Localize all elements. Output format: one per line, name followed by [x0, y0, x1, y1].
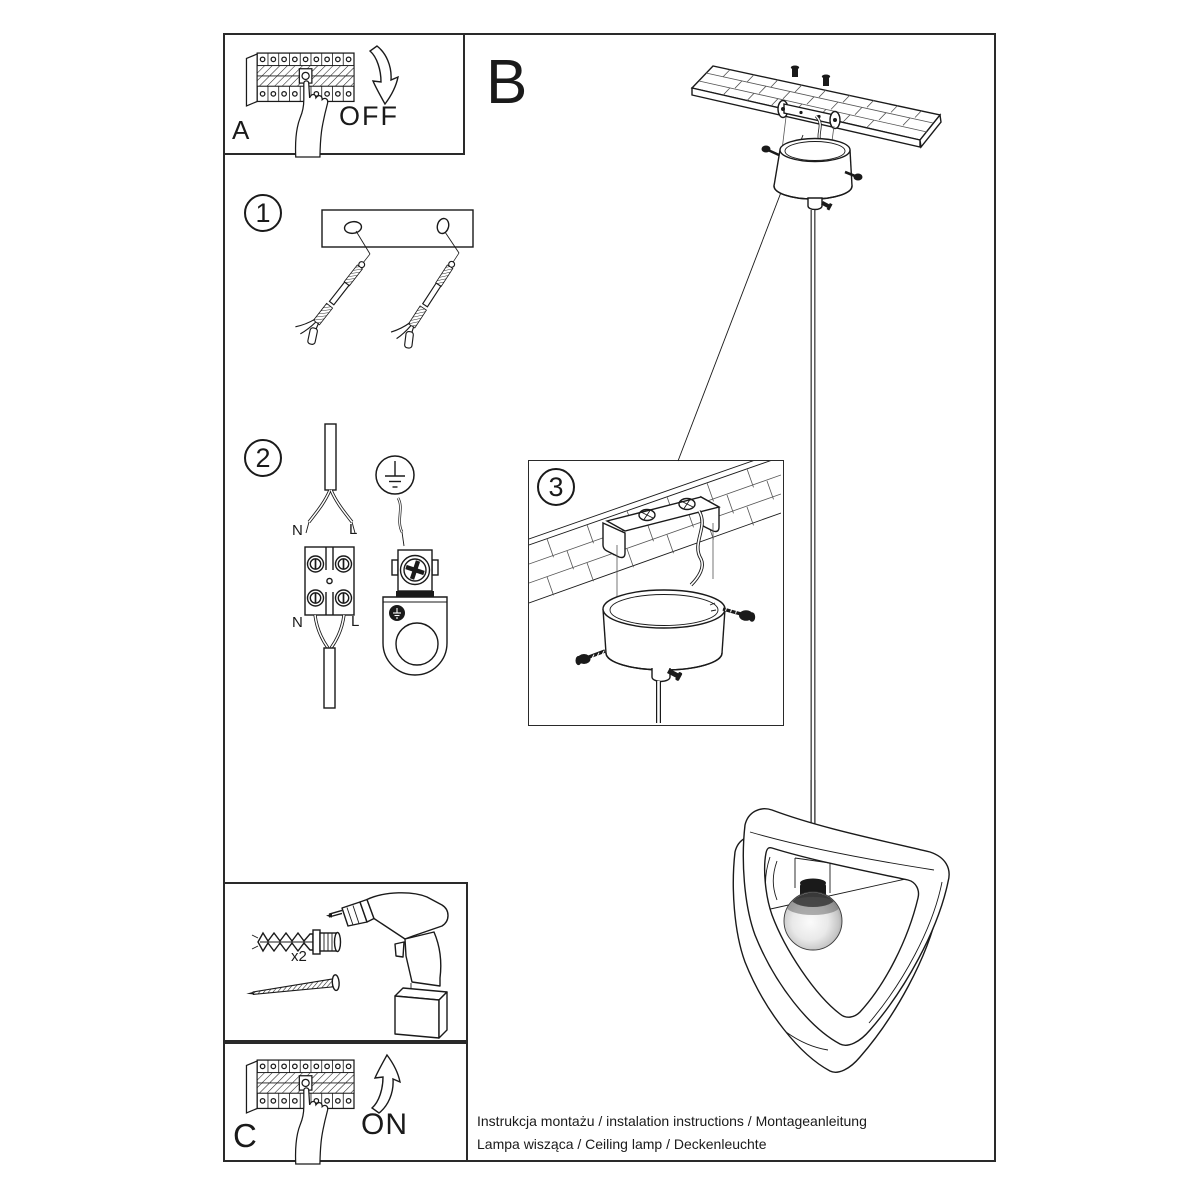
earth-symbol-icon [376, 456, 414, 494]
tools-illustration [225, 884, 470, 1044]
box-c-label: C [233, 1117, 257, 1154]
ceiling-board [692, 66, 941, 148]
wall-plug-screw-right [388, 245, 469, 351]
off-label: OFF [339, 101, 399, 131]
wiring-diagram [280, 420, 460, 720]
breaker-panel-on-illustration [239, 1052, 374, 1164]
box-a-label: A [232, 115, 250, 145]
board-screws [791, 66, 830, 87]
step-2-badge: 2 [244, 439, 282, 477]
step-1-badge: 1 [244, 194, 282, 232]
pendant-lamp-illustration [720, 780, 980, 1110]
footer [477, 1110, 867, 1156]
mounting-bracket-and-anchors-illustration [315, 200, 535, 365]
screw-illustration [245, 975, 339, 997]
earth-terminal-clamp [383, 550, 447, 675]
wire-label-n-top: N [292, 522, 303, 539]
wire-label-l-top: L [349, 521, 358, 538]
tools-box [223, 882, 468, 1042]
drill-illustration [326, 893, 448, 1038]
footer-line2: Lampa wisząca / Ceiling lamp / Deckenleuchte [477, 1136, 767, 1152]
box-c [223, 1042, 468, 1162]
section-b-label: B [486, 48, 528, 117]
wire-label-l-bottom: L [351, 613, 360, 630]
wire-label-n-bottom: N [292, 614, 303, 631]
svg-defs [0, 0, 1, 1]
terminal-block [305, 547, 354, 615]
canopy-screw-left [576, 651, 606, 665]
box-a [223, 33, 465, 155]
footer-line1: Instrukcja montażu / instalation instructions / Montageanleitung [477, 1113, 867, 1129]
step-3-badge: 3 [537, 468, 575, 506]
quantity-label: x2 [291, 948, 307, 965]
on-label: ON [361, 1108, 408, 1141]
ceiling-assembly-illustration [620, 50, 1000, 830]
arrow-up-icon [367, 1048, 409, 1116]
canopy [762, 139, 863, 211]
